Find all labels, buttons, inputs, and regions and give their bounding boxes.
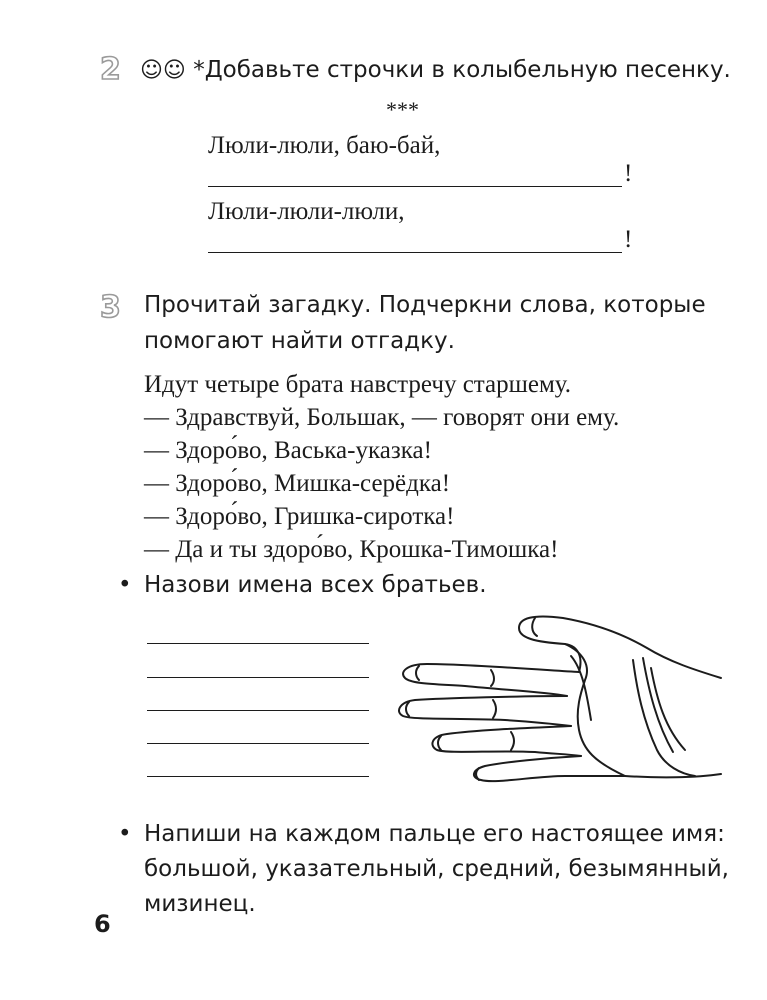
answer-line-1[interactable] [147, 643, 369, 644]
riddle-line: — Да и ты здоро́во, Крошка-Тимошка! [144, 536, 559, 563]
question-finger-names-line-2: большой, указательный, средний, безымянный, [144, 856, 729, 882]
riddle-line: — Здоро́во, Мишка-серёдка! [144, 470, 451, 497]
answer-line-5[interactable] [147, 776, 369, 777]
smiley-icons: ☺☺ [140, 58, 186, 83]
poem-blank-line-2[interactable] [208, 252, 622, 253]
bullet: • [118, 572, 132, 598]
task-3-instruction-line-2: помогают найти отгадку. [144, 328, 455, 354]
poem-line-4-exclamation: ! [624, 226, 633, 253]
poem-stars: *** [386, 97, 419, 122]
poem-line-3: Люли-люли-люли, [208, 198, 405, 225]
task-3-instruction-line-1: Прочитай загадку. Подчеркни слова, которые [144, 292, 706, 318]
hand-illustration-icon [395, 600, 725, 800]
task-2-instruction: *Добавьте строчки в колыбельную песенку. [193, 57, 731, 83]
poem-blank-line-1[interactable] [208, 186, 622, 187]
poem-line-2-exclamation: ! [624, 160, 633, 187]
question-names: Назови имена всех братьев. [144, 572, 487, 598]
riddle-line: — Здоро́во, Васька-указка! [144, 437, 432, 464]
riddle-line: — Здравствуй, Большак, — говорят они ему. [144, 404, 620, 431]
task-number-2: 2 [100, 52, 121, 87]
riddle-line: Идут четыре брата навстречу старшему. [144, 371, 572, 398]
answer-line-4[interactable] [147, 743, 369, 744]
task-2-instruction-row [140, 52, 731, 89]
page-number: 6 [94, 910, 111, 938]
question-finger-names-line-3: мизинец. [144, 891, 256, 917]
answer-line-2[interactable] [147, 677, 369, 678]
riddle-line: — Здоро́во, Гришка-сиротка! [144, 503, 455, 530]
question-finger-names-line-1: Напиши на каждом пальце его настоящее имя: [144, 821, 725, 847]
bullet: • [118, 821, 132, 847]
answer-line-3[interactable] [147, 710, 369, 711]
task-number-3: 3 [100, 290, 121, 325]
poem-line-1: Люли-люли, баю-бай, [208, 132, 441, 159]
